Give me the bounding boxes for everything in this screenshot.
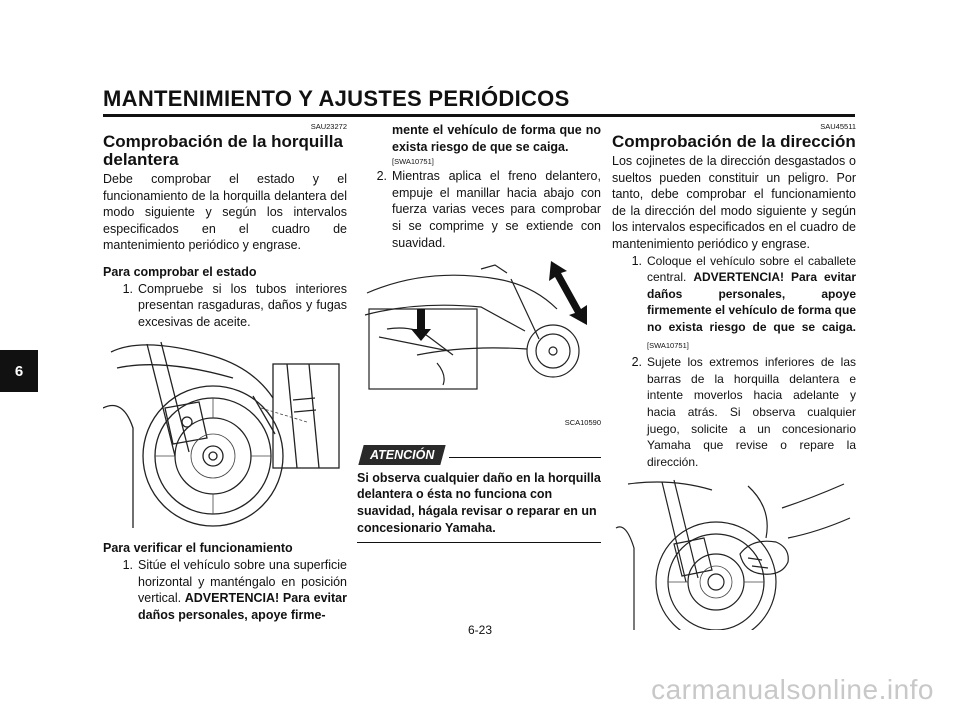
step-text: Sujete los extremos inferiores de las barras de la horquilla delantera e intente moverlos hacia adelante y hacia atrás. Si observa cualquier juego, solicite a un concesionario Yamaha que revise o repare la dirección. <box>647 355 856 469</box>
watermark: carmanualsonline.info <box>651 674 934 705</box>
steering-step-2 <box>612 354 856 470</box>
subheading-condition: Para comprobar el estado <box>103 264 257 279</box>
fork-intro: Debe comprobar el estado y el funcionamiento de la horquilla delantera del modo siguiente y según los intervalos especificados en el cuadro de mantenimiento periódico y engrase. <box>103 172 347 253</box>
step-text-normal: Coloque el vehículo sobre el caballete central. <box>647 253 856 285</box>
operation-step-2 <box>357 168 601 251</box>
header-rule <box>103 114 855 117</box>
attention-header <box>357 444 601 470</box>
warning-continuation <box>357 122 601 155</box>
section-heading-steering: Comprobación de la dirección <box>612 132 856 151</box>
page-header-title: MANTENIMIENTO Y AJUSTES PERIÓDICOS <box>103 86 570 111</box>
fork-tube-illustration <box>103 338 347 530</box>
operation-step-1 <box>103 557 347 623</box>
column-fork-operation <box>357 122 601 543</box>
steering-intro: Los cojinetes de la dirección desgastados o sueltos pueden constituir un peligro. Por tanto, debe comprobar el funcionamiento de la dirección del modo siguiente y según los intervalos especificados en el cuadro de mantenimiento periódico y engrase. <box>612 154 856 251</box>
step-number: 1. <box>122 281 133 296</box>
chapter-tab[interactable]: 6 <box>0 350 38 392</box>
section-code: SAU23272 <box>310 122 347 131</box>
column-steering-check <box>612 122 856 636</box>
handlebar-push-illustration <box>357 259 601 409</box>
step-number: 2. <box>376 169 387 184</box>
step-number: 1. <box>631 253 642 268</box>
warning-code: [SWA10751] <box>392 157 434 167</box>
condition-step-1 <box>103 281 347 331</box>
warning-text: ADVERTENCIA! Para evitar daños personales, apoye firme- <box>138 591 347 622</box>
attention-rule <box>449 457 601 459</box>
step-text <box>138 557 347 623</box>
attention-badge: ATENCIÓN <box>358 445 445 465</box>
step-number: 2. <box>631 355 642 370</box>
steering-step-1 <box>612 253 856 355</box>
step-number: 1. <box>122 557 133 572</box>
warning-code: [SWA10751] <box>647 340 689 350</box>
attention-text: Si observa cualquier daño en la horquilla delantera o ésta no funciona con suavidad, hágala revisar o reparar en un concesionario Yamaha. <box>357 470 601 543</box>
figure-code: SCA10590 <box>564 418 601 428</box>
step-text <box>647 253 856 355</box>
steering-check-illustration <box>612 478 856 630</box>
step-text: Mientras aplica el freno delantero, empuje el manillar hacia abajo con fuerza varias veces para comprobar si se comprime y se extiende con suavidad. <box>392 169 601 250</box>
section-heading-fork: Comprobación de la horquilla delantera <box>103 132 343 169</box>
warning-text: ADVERTENCIA! Para evitar daños personales, apoye firmemente el vehículo de forma que no exista riesgo de que se caiga. <box>647 270 856 334</box>
column-fork-check <box>103 122 347 623</box>
subheading-operation: Para verificar el funcionamiento <box>103 541 293 556</box>
step-text: Compruebe si los tubos interiores presentan rasgaduras, daños y fugas excesivas de aceite. <box>138 281 347 329</box>
warning-text: mente el vehículo de forma que no exista riesgo de que se caiga. <box>392 123 601 154</box>
page-number: 6-23 <box>467 623 493 637</box>
step-text-normal: Sitúe el vehículo sobre una superficie horizontal y manténgalo en posición vertical. <box>138 557 347 606</box>
section-code: SAU45511 <box>820 122 856 131</box>
